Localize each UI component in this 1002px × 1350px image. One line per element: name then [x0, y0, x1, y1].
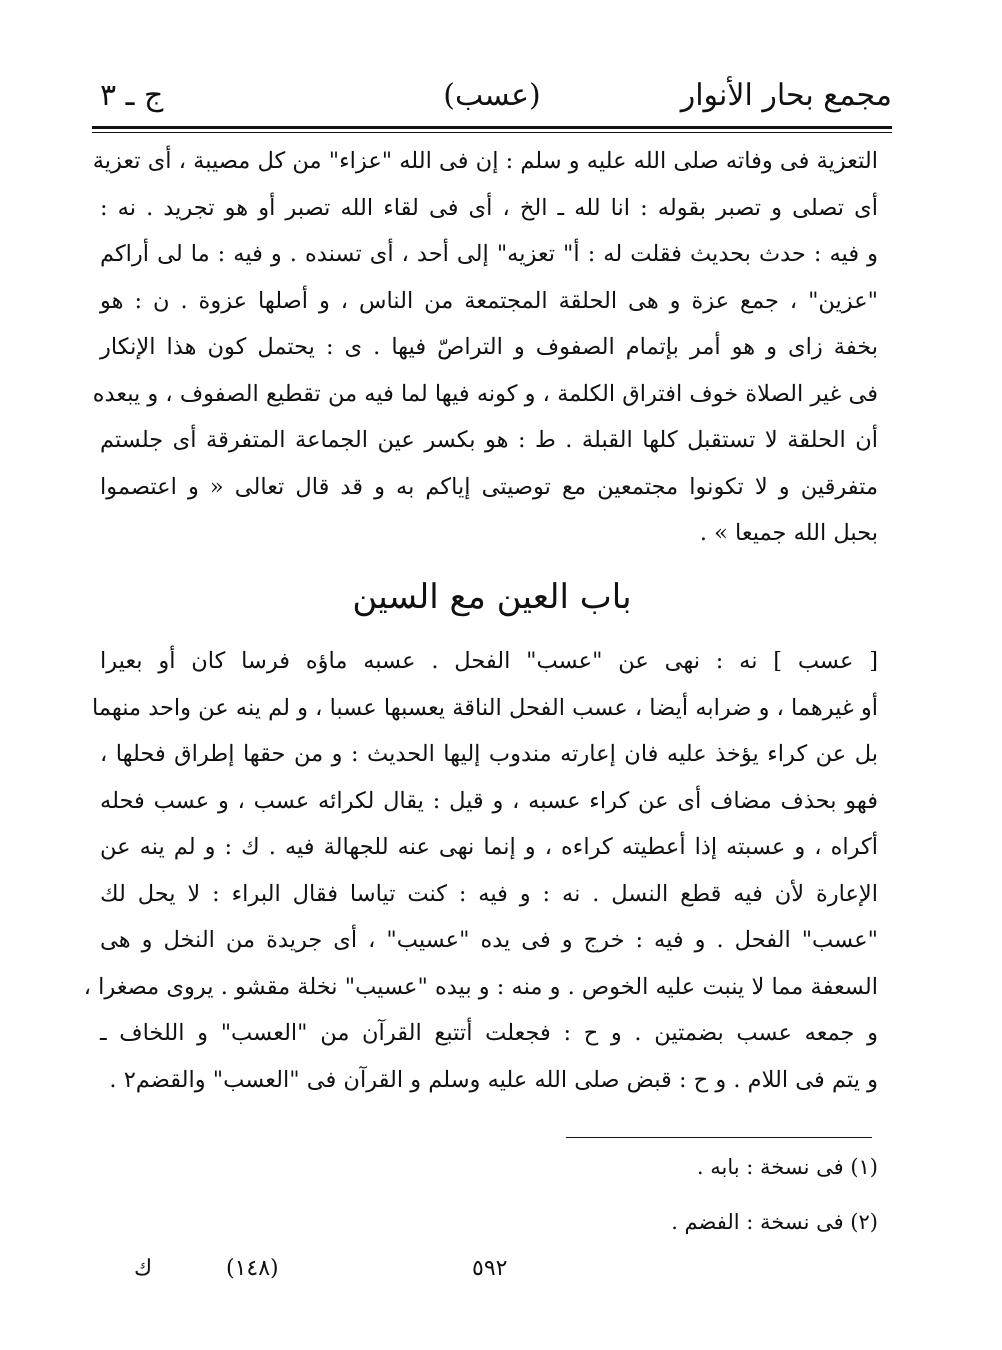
text-line: بل عن كراء يؤخذ عليه فان إعارته مندوب إليها الحديث : و من حقها إطراق فحلها ،	[100, 741, 878, 767]
text-line: التعزية فى وفاته صلى الله عليه و سلم : إن فى الله "عزاء" من كل مصيبة ، أى تعزية	[92, 148, 878, 174]
text-line: "عسب" الفحل . و فيه : خرج و فى يده "عسيب" ، أى جريدة من النخل و هى	[100, 927, 878, 953]
volume-label: ج ـ ٣	[100, 78, 164, 113]
text-line: بحبل الله جميعا » .	[699, 520, 878, 546]
footnote-1: (١) فى نسخة : بابه .	[696, 1155, 878, 1179]
text-line: أى تصلى و تصبر بقوله : انا لله ـ الخ ، أى فى لقاء الله تصبر أو هو تجريد . نه :	[100, 194, 878, 221]
text-line: فهو بحذف مضاف أى عن كراء عسبه ، و قيل : يقال لكرائه عسب ، و عسب فحله	[100, 787, 879, 814]
footnote-2: (٢) فى نسخة : الفضم .	[671, 1210, 878, 1234]
entry-word: (عسب)	[443, 78, 541, 113]
footnote-rule	[566, 1137, 872, 1138]
paragraph-1	[92, 138, 878, 557]
book-title: مجمع بحار الأنوار	[680, 78, 892, 113]
text-line: السعفة مما لا ينبت عليه الخوص . و منه : و بيده "عسيب" نخلة مقشو . يروى مصغرا ،	[83, 973, 878, 1000]
section-heading: باب العين مع السين	[352, 577, 632, 617]
header-rule-thin	[92, 132, 892, 133]
text-line: و يتم فى اللام . و ح : قبض صلى الله عليه وسلم و القرآن فى "العسب" والقضم٢ .	[109, 1066, 878, 1093]
text-line: و جمعه عسب بضمتين . و ح : فجعلت أتتبع القرآن من "العسب" و اللخاف ـ	[100, 1020, 878, 1046]
signature-mark: ك	[134, 1256, 153, 1281]
text-line: أو غيرهما ، و ضرابه أيضا ، عسب الفحل الناقة يعسبها عسبا ، و لم ينه عن واحد منهما	[91, 694, 878, 721]
text-line: فى غير الصلاة خوف افتراق الكلمة ، و كونه فيها لما فيه من تقطيع الصفوف ، و يبعده	[92, 380, 878, 407]
bracket-number: (١٤٨)	[226, 1256, 279, 1281]
paragraph-2	[83, 638, 879, 1103]
text-line: "عزين" ، جمع عزة و هى الحلقة المجتمعة من الناس ، و أصلها عزوة . ن : هو	[100, 287, 878, 314]
text-line: أن الحلقة لا تستقبل كلها القبلة . ط : هو بكسر عين الجماعة المتفرقة أى جلستم	[100, 427, 878, 453]
page-number: ٥٩٢	[472, 1256, 508, 1281]
text-line: بخفة زاى و هو أمر بإتمام الصفوف و التراصّ فيها . ى : يحتمل كون هذا الإنكار	[100, 334, 878, 360]
text-line: [ عسب ] نه : نهى عن "عسب" الفحل . عسبه ماؤه فرسا كان أو بعيرا	[100, 648, 878, 674]
header-rule-thick	[92, 126, 892, 129]
text-line: أكراه ، و عسبته إذا أعطيته كراءه ، و إنما نهى عنه للجهالة فيه . ك : و لم ينه عن	[100, 834, 878, 860]
running-header	[92, 72, 892, 122]
text-line: متفرقين و لا تكونوا مجتمعين مع توصيتى إياكم به و قد قال تعالى « و اعتصموا	[100, 473, 878, 500]
text-line: و فيه : حدث بحديث فقلت له : أ" تعزيه" إلى أحد ، أى تسنده . و فيه : ما لى أراكم	[100, 241, 878, 267]
text-line: الإعارة لأن فيه قطع النسل . نه : و فيه : كنت تياسا فقال البراء : لا يحل لك	[100, 880, 878, 907]
